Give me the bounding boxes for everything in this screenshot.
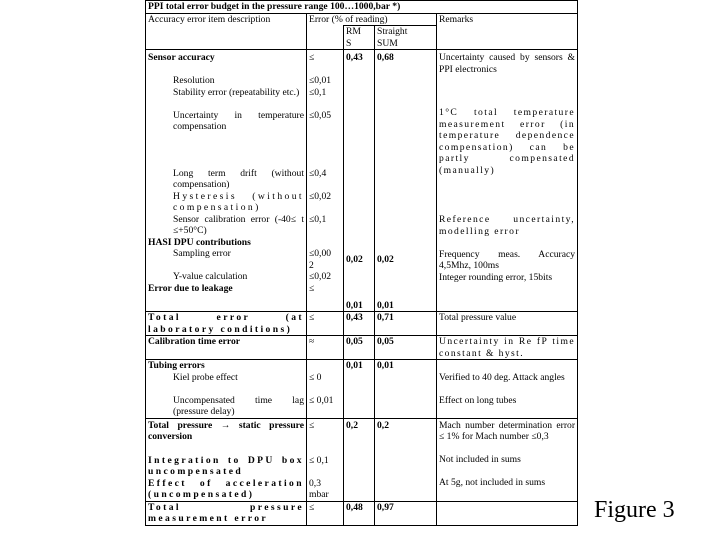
row-label: HASI DPU contributions xyxy=(148,236,251,248)
row-label: Error due to leakage xyxy=(148,282,233,294)
table-title-row xyxy=(146,1,578,14)
block-sensor-rms: 0,43 0,02 0,01 xyxy=(344,50,375,312)
row-label: Uncertainty in temperature compensation xyxy=(173,109,304,132)
table-row: Total pressure measurement error ≤ 0,48 0,97 xyxy=(146,501,578,525)
header-rms: RM S xyxy=(344,26,375,50)
block-sensor-error: ≤ ≤0,01 ≤0,1 ≤0,05 ≤0,4 ≤0,02 ≤0,1 ≤0,00 2 ≤0,02 ≤ xyxy=(307,50,344,312)
row-label: Y-value calculation xyxy=(173,271,248,282)
block-sensor-description xyxy=(146,50,307,312)
table-row xyxy=(146,418,578,501)
header-remarks: Remarks xyxy=(437,13,578,26)
header-straight-sum: Straight SUM xyxy=(375,26,437,50)
row-label: Sensor calibration error (-40≤ t ≤+50°C) xyxy=(173,213,304,236)
table-title: PPI total error budget in the pressure range 100…1000,bar *) xyxy=(146,1,578,14)
block-conversion-description: Total pressure → static pressure conversion Integration to DPU box uncompensated Effect of acceleration (uncompensated) xyxy=(146,418,307,501)
block-tubing-sum: 0,01 xyxy=(375,360,437,419)
header-error: Error (% of reading) xyxy=(307,13,437,26)
block-conversion-rms: 0,2 xyxy=(344,418,375,501)
row-label: Sampling error xyxy=(173,248,231,259)
block-tubing-description: Tubing errors Kiel probe effect Uncompensated time lag (pressure delay) xyxy=(146,360,307,419)
block-tubing-rms: 0,01 xyxy=(344,360,375,419)
block-tubing-remarks: Verified to 40 deg. Attack angles Effect on long tubes xyxy=(437,360,578,419)
row-label: Hysteresis (without compensation) xyxy=(173,190,304,213)
block-conversion-error: ≤ ≤ 0,1 0,3 mbar xyxy=(307,418,344,501)
block-tubing-error: ≤ 0 ≤ 0,01 xyxy=(307,360,344,419)
block-sensor-remarks: Uncertainty caused by sensors & PPI electronics 1°C total temperature measurement error (in temperature dependence compensation) can be partly compensated (manually) Reference uncertainty, modelling error Frequency meas. Accuracy 4,5Mhz, 100ms Integer rounding error, 15bits xyxy=(437,50,578,312)
table-row xyxy=(146,360,578,419)
table-row: Total error (at laboratory conditions) ≤ 0,43 0,71 Total pressure value xyxy=(146,312,578,336)
header-row xyxy=(146,13,578,26)
block-sensor-sum: 0,68 0,02 0,01 xyxy=(375,50,437,312)
header-description: Accuracy error item description xyxy=(146,13,307,26)
figure-caption: Figure 3 xyxy=(594,497,675,523)
error-budget-table xyxy=(145,0,578,526)
table-row: Calibration time error ≈ 0,05 0,05 Uncertainty in Re fP time constant & hyst. xyxy=(146,336,578,360)
block-conversion-remarks: Mach number determination error ≤ 1% for Mach number ≤0,3 Not included in sums At 5g, not included in sums xyxy=(437,418,578,501)
row-label: Long term drift (without compensation) xyxy=(173,167,304,190)
block-conversion-sum: 0,2 xyxy=(375,418,437,501)
row-label: Resolution xyxy=(173,75,215,86)
table-row xyxy=(146,50,578,312)
subheader-row xyxy=(146,26,578,50)
row-label: Sensor accuracy xyxy=(148,52,215,63)
row-label: Stability error (repeatability etc.) xyxy=(173,86,300,98)
